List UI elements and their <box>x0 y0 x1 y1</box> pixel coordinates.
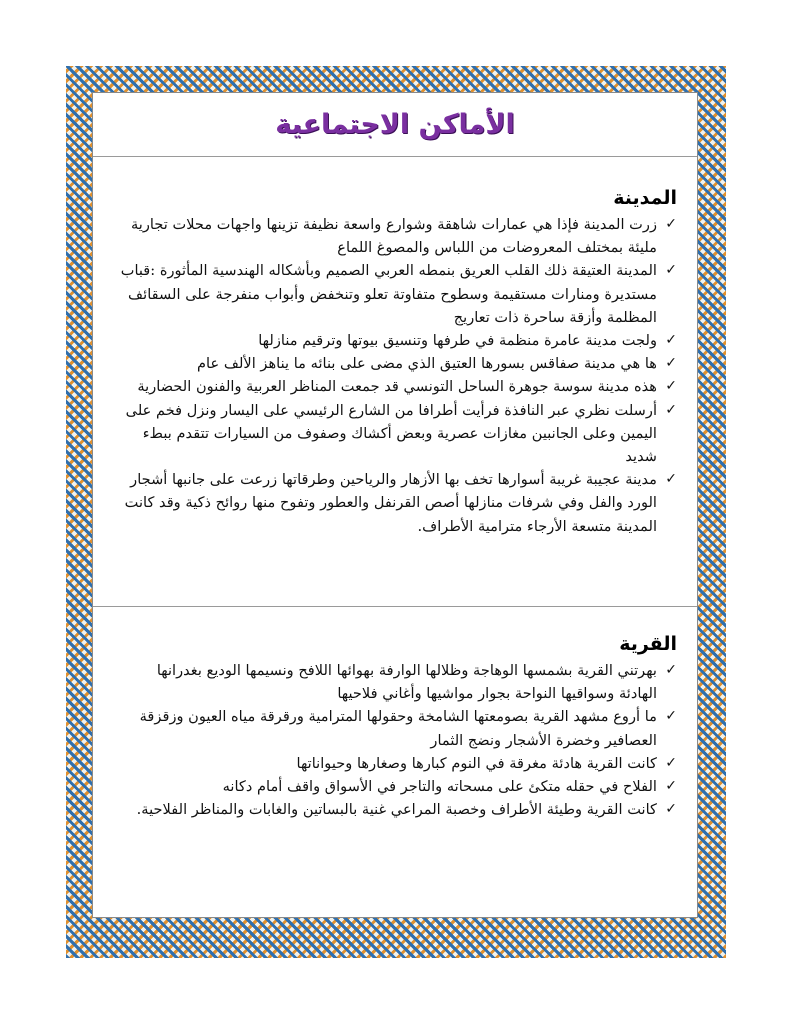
checkmark-icon: ✓ <box>665 778 677 795</box>
checkmark-icon: ✓ <box>665 378 677 395</box>
list-item: ✓ مدينة عجيبة غريبة أسوارها تخف بها الأزهار والرياحين وطرقاتها زرعت على جانبها أشجار الورد والفل وفي شرفات منازلها أصص القرنفل والعطور وتفوح منها روائح ذكية وقد كانت المدينة متسعة الأرجاء مترامية الأطراف. <box>115 468 677 538</box>
checkmark-icon: ✓ <box>665 471 677 488</box>
checkmark-icon: ✓ <box>665 262 677 279</box>
title-box <box>93 93 697 157</box>
list-item: ✓ كانت القرية هادئة مغرقة في النوم كبارها وصغارها وحيواناتها <box>115 752 677 775</box>
checkmark-icon: ✓ <box>665 662 677 678</box>
checkmark-icon: ✓ <box>665 754 677 771</box>
list-item: ✓ كانت القرية وطيئة الأطراف وخصبة المراعي غنية بالبساتين والغابات والمناظر الفلاحية. <box>115 798 677 821</box>
checkmark-icon: ✓ <box>665 401 677 418</box>
list-item: ✓ زرت المدينة فإذا هي عمارات شاهقة وشوارع واسعة نظيفة تزينها واجهات محلات تجارية مليئة بمختلف المعروضات من اللباس والمصوغ اللماع <box>115 213 677 259</box>
section-heading: المدينة <box>613 187 677 209</box>
city-list <box>115 213 677 538</box>
list-item: ✓ بهرتني القرية بشمسها الوهاجة وظلالها الوارفة بهوائها اللافح ونسيمها الوديع بغدرانها الهادئة وسواقيها النواحة بجوار مواشيها وأغاني فلاحيها <box>115 659 677 705</box>
section-heading: القرية <box>619 633 677 655</box>
checkmark-icon: ✓ <box>665 216 677 232</box>
document-page <box>92 92 698 918</box>
list-item: ✓ هذه مدينة سوسة جوهرة الساحل التونسي قد جمعت المناظر العربية والفنون الحضارية <box>115 375 677 398</box>
list-item: ✓ ما أروع مشهد القرية بصومعتها الشامخة وحقولها المترامية ورقرقة مياه العيون وزقزقة العصافير وخضرة الأشجار ونضج الثمار <box>115 705 677 751</box>
checkmark-icon: ✓ <box>665 332 677 349</box>
section-city <box>93 187 697 607</box>
list-item: ✓ ولجت مدينة عامرة منظمة في طرفها وتنسيق بيوتها وترقيم منازلها <box>115 329 677 352</box>
page-title: الأماكن الاجتماعية <box>275 109 515 140</box>
village-list <box>115 659 677 821</box>
checkmark-icon: ✓ <box>665 355 677 372</box>
list-item: ✓ ها هي مدينة صفاقس بسورها العتيق الذي مضى على بنائه ما يناهز الألف عام <box>115 352 677 375</box>
list-item: ✓ المدينة العتيقة ذلك القلب العريق بنمطه العربي الصميم وبأشكاله الهندسية المأثورة :قباب مستديرة ومنارات مستقيمة وسطوح متفاوتة تعلو وتنخفض وأبواب منفرجة على السقائف المظلمة وأزقة ساحرة ذات تعاريج <box>115 259 677 329</box>
section-village <box>93 633 697 821</box>
list-item: ✓ الفلاح في حقله متكئ على مسحاته والتاجر في الأسواق واقف أمام دكانه <box>115 775 677 798</box>
checkmark-icon: ✓ <box>665 708 677 725</box>
checkmark-icon: ✓ <box>665 801 677 818</box>
list-item: ✓ أرسلت نظري عبر النافذة فرأيت أطرافا من الشارع الرئيسي على اليسار ونزل فخم على اليمين وعلى الجانبين مغازات عصرية وبعض أكشاك وصفوف من السيارات تتقدم ببطء شديد <box>115 399 677 469</box>
